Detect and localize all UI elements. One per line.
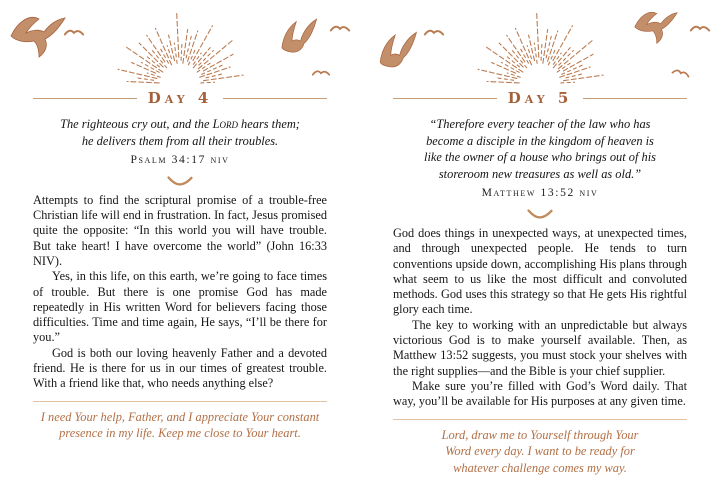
day-heading: [393, 89, 687, 107]
prayer-line: Word every day. I want to be ready for: [445, 444, 635, 459]
chevron-divider-icon: [527, 209, 553, 220]
bird-icon: [312, 67, 330, 78]
lord-smallcaps: Lord: [212, 117, 238, 131]
bird-icon: [690, 22, 710, 34]
page-day-5: [360, 0, 720, 504]
scripture-reference: Matthew 13:52 niv: [481, 186, 599, 200]
prayer-divider-rule: [33, 401, 327, 402]
seagull-icon: [632, 8, 680, 52]
prayer-text: [33, 409, 327, 442]
bird-icon: [330, 22, 350, 34]
scripture-line: become a disciple in the kingdom of heaven is: [426, 133, 654, 148]
prayer-line: presence in my life. Keep me close to Your heart.: [59, 426, 301, 441]
body-text: [33, 193, 327, 392]
heading-rule-right: [223, 98, 327, 99]
body-paragraph: God is both our loving heavenly Father and a devoted friend. He is there for us in our times of greatest trouble. With a friend like that, who needs anything else?: [33, 345, 327, 391]
heading-rule-right: [583, 98, 687, 99]
scripture-text: hears them;: [237, 117, 300, 131]
prayer-line: whatever challenge comes my way.: [453, 460, 627, 475]
scripture-line: [33, 116, 327, 133]
header-art: [360, 0, 720, 86]
scripture-line: storeroom new treasures as well as old.”: [438, 166, 642, 181]
seagull-icon: [374, 22, 420, 78]
seagull-icon: [276, 14, 320, 58]
body-paragraph: Yes, in this life, on this earth, we’re going to face times of trouble. But there is one promise God has made repeatedly in His written Word for believers facing those difficulties. Time and time again, He says, “I’ll be there for you.”: [33, 269, 327, 345]
day-label: Day 5: [507, 89, 573, 107]
body-paragraph: Make sure you’re filled with God’s Word daily. That way, you’ll be available for His purposes at any given time.: [393, 378, 687, 409]
header-art: [0, 0, 360, 86]
bird-icon: [424, 26, 444, 38]
chevron-divider-icon: [167, 176, 193, 187]
day-label: Day 4: [147, 89, 213, 107]
heading-rule-left: [33, 98, 137, 99]
scripture-quote: [33, 116, 327, 169]
sunburst-icon: [112, 9, 248, 85]
prayer-line: Lord, draw me to Yourself through Your: [441, 427, 639, 442]
heading-rule-left: [393, 98, 497, 99]
seagull-icon: [8, 12, 68, 68]
scripture-text: The righteous cry out, and the: [60, 117, 213, 131]
scripture-reference: Psalm 34:17 niv: [130, 153, 230, 167]
sunburst-icon: [472, 9, 608, 85]
prayer-text: [393, 427, 687, 477]
body-paragraph: God does things in unexpected ways, at unexpected times, and through unexpected people. He tends to turn conventions upside down, accomplishing His plans through what seem to us like the most difficult and convoluted methods. God uses this strategy so that He gets His rightful glory each time.: [393, 225, 687, 317]
scripture-quote: [393, 116, 687, 202]
bird-icon: [64, 26, 84, 38]
scripture-line: like the owner of a house who brings out of his: [424, 150, 656, 165]
prayer-divider-rule: [393, 419, 687, 420]
body-paragraph: The key to working with an unpredictable but always victorious God is to make yourself available. Then, as Matthew 13:52 suggests, you must stock your shelves with the right supplies—and the Bible is your chief supplier.: [393, 317, 687, 378]
scripture-line: “Therefore every teacher of the law who has: [429, 117, 651, 131]
body-text: [393, 226, 687, 410]
body-paragraph: Attempts to find the scriptural promise of a trouble-free Christian life will end in frustration. In fact, Jesus promised quite the opposite: “In this world you will have trouble. But take heart! I have overcome the world” (John 16:33 NIV).: [33, 192, 327, 268]
day-heading: [33, 89, 327, 107]
scripture-line: he delivers them from all their troubles.: [81, 133, 279, 148]
bird-icon: [671, 65, 691, 80]
prayer-line: I need Your help, Father, and I appreciate Your constant: [40, 409, 320, 424]
